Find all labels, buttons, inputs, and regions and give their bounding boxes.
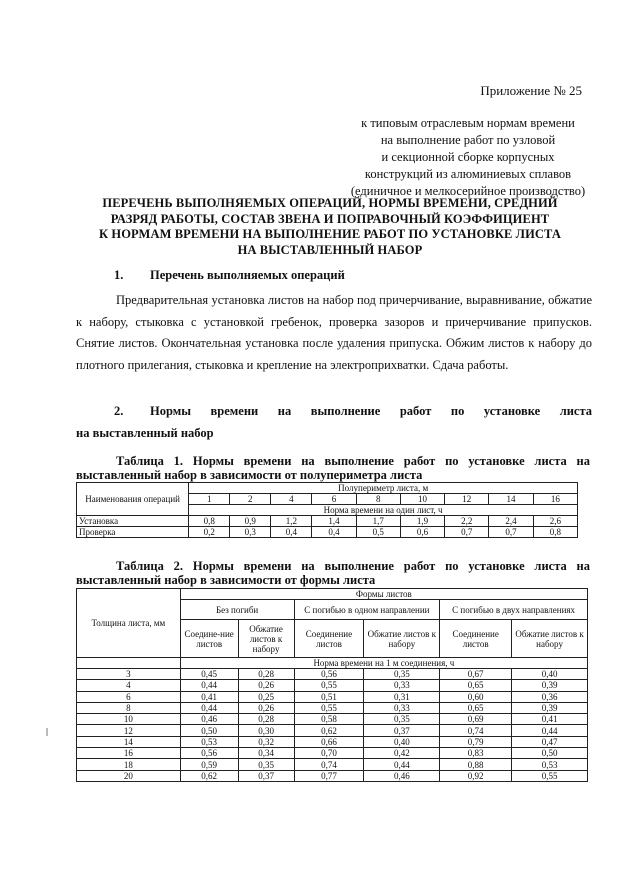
table-2-thickness: 14 [77,736,181,747]
table-2-cell: 0,47 [512,736,588,747]
title-line-3: К НОРМАМ ВРЕМЕНИ НА ВЫПОЛНЕНИЕ РАБОТ ПО УСТАНОВКЕ ЛИСТА [99,227,561,241]
table-2-cell: 0,25 [238,691,294,702]
section-2-number: 2. [114,404,124,418]
table-2-cell: 0,92 [440,770,512,781]
table-2-cell: 0,70 [294,748,364,759]
scan-mark [46,728,48,736]
table-2-thickness: 3 [77,669,181,680]
table-2-cell: 0,65 [440,702,512,713]
table-2-cell: 0,46 [180,714,238,725]
section-1-heading: Перечень выполняемых операций [150,268,345,282]
section-1-paragraph [76,290,592,376]
table-1-cell: 0,8 [533,527,577,538]
table-2-cell: 0,44 [512,725,588,736]
table-2-sub-header: Обжатие листов к набору [512,620,588,658]
table-1-col: 8 [356,494,400,505]
table-1-cell: 2,6 [533,516,577,527]
table-2-col-group: Формы листов [180,589,587,600]
appendix-line-1: к типовым отраслевым нормам времени [361,116,575,130]
table-2-cell: 0,45 [180,669,238,680]
table-2-cell: 0,56 [180,748,238,759]
table-2-cell: 0,35 [364,714,440,725]
table-1-cell: 0,4 [312,527,356,538]
table-2-thickness: 4 [77,680,181,691]
table-2-thickness: 10 [77,714,181,725]
table-2-body [77,669,588,782]
table-1-col: 10 [400,494,444,505]
table-2-cell: 0,37 [364,725,440,736]
table-1-col: 1 [189,494,230,505]
table-2-row [77,748,588,759]
title-line-4: НА ВЫСТАВЛЕННЫЙ НАБОР [237,242,423,257]
appendix-line-5: (единичное и мелкосерийное производство) [350,184,586,198]
table-2-cell: 0,32 [238,736,294,747]
table-2-cell: 0,62 [180,770,238,781]
table-2-sub-header: Обжатие листов к набору [238,620,294,658]
table-1-col: 12 [445,494,489,505]
table-2-row [77,669,588,680]
table-2-cell: 0,41 [180,691,238,702]
table-2-cell: 0,26 [238,702,294,713]
table-1-col: 6 [312,494,356,505]
table-2-thickness: 20 [77,770,181,781]
table-2-cell: 0,35 [238,759,294,770]
table-1-cell: 0,9 [230,516,271,527]
table-1-row-label: Установка [77,516,189,527]
table-1-col: 14 [489,494,533,505]
table-2-cell: 0,44 [180,702,238,713]
appendix-header [348,82,588,200]
table-2-thickness: 16 [77,748,181,759]
table-1-row-header: Наименования операций [77,483,189,516]
table-1-cell: 1,2 [271,516,312,527]
table-1-caption [76,454,590,482]
table-2-cell: 0,50 [512,748,588,759]
table-2-cell: 0,60 [440,691,512,702]
table-2-cell: 0,55 [294,680,364,691]
table-2-cell: 0,31 [364,691,440,702]
table-2-cell: 0,55 [512,770,588,781]
table-2-cell: 0,65 [440,680,512,691]
table-2-cell: 0,42 [364,748,440,759]
table-2-cell: 0,66 [294,736,364,747]
appendix-number: Приложение № 25 [480,83,582,98]
table-2-cell: 0,36 [512,691,588,702]
table-2-cell: 0,53 [512,759,588,770]
table-2-caption [76,559,590,587]
table-2-row [77,691,588,702]
title-line-2: РАЗРЯД РАБОТЫ, СОСТАВ ЗВЕНА И ПОПРАВОЧНЫЙ КОЭФФИЦИЕНТ [110,211,550,226]
table-2-cell: 0,50 [180,725,238,736]
table-1-cell: 2,4 [489,516,533,527]
table-2 [76,588,588,782]
table-2-cell: 0,55 [294,702,364,713]
table-1-col: 2 [230,494,271,505]
table-2-cell: 0,26 [238,680,294,691]
table-2-row [77,680,588,691]
table-2-sub-header: Соединение листов [440,620,512,658]
table-2-cell: 0,40 [364,736,440,747]
table-2-cell: 0,28 [238,669,294,680]
table-2-cell: 0,88 [440,759,512,770]
table-2-thickness: 8 [77,702,181,713]
table-2-cell: 0,62 [294,725,364,736]
table-2-cell: 0,56 [294,669,364,680]
table-2-sub-header: Соедине-ние листов [180,620,238,658]
table-2-cell: 0,74 [440,725,512,736]
table-2-row-header: Толщина листа, мм [77,589,181,658]
table-2-thickness: 12 [77,725,181,736]
appendix-line-3: и секционной сборке корпусных [381,150,555,164]
table-2-cell: 0,39 [512,680,588,691]
table-2-cell: 0,34 [238,748,294,759]
table-1 [76,482,578,538]
table-2-cell: 0,35 [364,669,440,680]
table-2-cell: 0,46 [364,770,440,781]
table-2-cell: 0,28 [238,714,294,725]
table-2-group-header: С погибью в одном направлении [294,600,440,620]
table-2-cell: 0,30 [238,725,294,736]
table-2-group-header: Без погиби [180,600,294,620]
table-1-cell: 1,7 [356,516,400,527]
table-2-cell: 0,44 [180,680,238,691]
section-1-number: 1. [114,268,124,282]
table-1-col: 4 [271,494,312,505]
table-1-col: 16 [533,494,577,505]
table-1-cell: 0,3 [230,527,271,538]
table-1-cell: 1,9 [400,516,444,527]
section-2-heading-line-1: Нормы времени на выполнение работ по установке листа [150,404,592,418]
document-title [70,196,590,258]
section-2-heading-line-2: на выставленный набор [76,426,214,440]
table-1-row-label: Проверка [77,527,189,538]
table-2-cell: 0,44 [364,759,440,770]
table-2-thickness: 18 [77,759,181,770]
table-1-cell: 0,2 [189,527,230,538]
table-2-cell: 0,67 [440,669,512,680]
appendix-line-4: конструкций из алюминиевых сплавов [364,167,572,181]
table-1-cell: 0,5 [356,527,400,538]
table-1-cell: 0,7 [489,527,533,538]
table-2-row [77,725,588,736]
table-2-cell: 0,41 [512,714,588,725]
title-line-1: ПЕРЕЧЕНЬ ВЫПОЛНЯЕМЫХ ОПЕРАЦИЙ, НОРМЫ ВРЕМЕНИ, СРЕДНИЙ [102,196,558,210]
table-2-cell: 0,74 [294,759,364,770]
table-1-cell: 1,4 [312,516,356,527]
table-1-cell: 2,2 [445,516,489,527]
table-1-col-group: Полупериметр листа, м [189,483,578,494]
table-2-row [77,770,588,781]
table-2-cell: 0,53 [180,736,238,747]
table-2-cell: 0,69 [440,714,512,725]
table-2-caption-text: Таблица 2. Нормы времени на выполнение работ по установке листа на выставленный набор в зависимости от формы листа [76,559,590,587]
table-2-cell: 0,83 [440,748,512,759]
table-2-cell: 0,37 [238,770,294,781]
table-2-row [77,714,588,725]
appendix-line-2: на выполнение работ по узловой [380,133,556,147]
table-1-cell: 0,4 [271,527,312,538]
table-2-thickness: 6 [77,691,181,702]
table-2-sub-header: Соединение листов [294,620,364,658]
table-2-row [77,736,588,747]
table-2-unit: Норма времени на 1 м соединения, ч [180,658,587,669]
table-2-cell: 0,59 [180,759,238,770]
table-2-cell: 0,40 [512,669,588,680]
section-1-text: Предварительная установка листов на набор под причерчивание, выравнивание, обжатие к набору, стыковка с установкой гребенок, проверка зазоров и причерчивание припусков. Снятие листов. Окончательная установка после удаления припуска. Обжим листов к набору до плотного прилегания, стыковка и крепление на электроприхватки. Сдача работы. [76,293,592,372]
table-2-cell: 0,79 [440,736,512,747]
table-1-cell: 0,7 [445,527,489,538]
table-2-row [77,702,588,713]
table-1-cell: 0,8 [189,516,230,527]
table-2-cell: 0,33 [364,702,440,713]
table-2-row [77,759,588,770]
table-2-cell: 0,77 [294,770,364,781]
table-2-cell: 0,33 [364,680,440,691]
table-1-cell: 0,6 [400,527,444,538]
table-2-group-header: С погибью в двух направлениях [440,600,588,620]
table-2-cell: 0,58 [294,714,364,725]
table-2-cell: 0,39 [512,702,588,713]
table-1-caption-text: Таблица 1. Нормы времени на выполнение работ по установке листа на выставленный набор в зависимости от полупериметра листа [76,454,590,482]
table-1-unit: Норма времени на один лист, ч [189,505,578,516]
table-2-sub-header: Обжатие листов к набору [364,620,440,658]
table-2-cell: 0,51 [294,691,364,702]
